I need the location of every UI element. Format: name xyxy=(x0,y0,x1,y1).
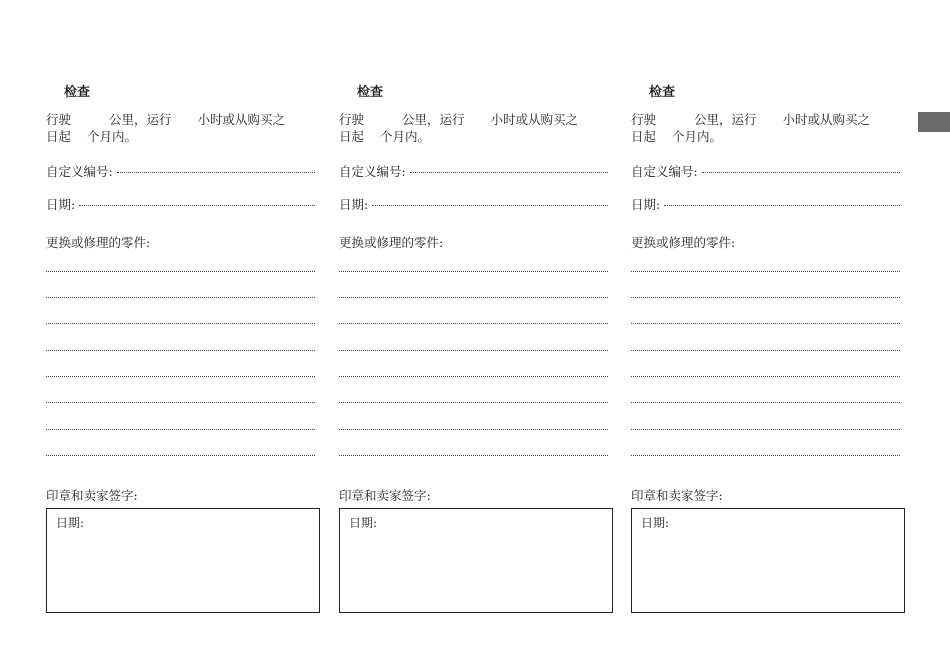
record-title: 检查 xyxy=(64,85,91,100)
custom-number-field[interactable] xyxy=(46,163,315,181)
custom-number-leader xyxy=(702,172,900,173)
months-label: 个月内。 xyxy=(87,129,138,144)
record-title: 检查 xyxy=(357,85,384,100)
record-conditions-line-1 xyxy=(631,111,870,128)
date-leader xyxy=(79,205,315,206)
record-conditions-line-1 xyxy=(339,111,578,128)
record-conditions-line-2 xyxy=(631,128,722,145)
parts-line-2[interactable] xyxy=(631,297,900,298)
parts-line-7[interactable] xyxy=(339,429,608,430)
date-field[interactable] xyxy=(339,196,608,214)
km-run-label: 公里，运行 xyxy=(402,112,465,127)
parts-line-5[interactable] xyxy=(46,376,315,377)
parts-line-1[interactable] xyxy=(631,271,900,272)
parts-line-3[interactable] xyxy=(339,323,608,324)
from-date-label: 日起 xyxy=(631,129,657,144)
record-conditions-line-2 xyxy=(339,128,430,145)
date-field[interactable] xyxy=(631,196,900,214)
hours-purchase-label: 小时或从购买之 xyxy=(197,112,286,127)
hours-purchase-label: 小时或从购买之 xyxy=(782,112,871,127)
custom-number-leader xyxy=(117,172,315,173)
custom-number-field[interactable] xyxy=(339,163,608,181)
date-leader xyxy=(372,205,608,206)
section-tab-marker xyxy=(918,112,950,132)
parts-line-4[interactable] xyxy=(46,350,315,351)
parts-line-1[interactable] xyxy=(339,271,608,272)
months-label: 个月内。 xyxy=(380,129,431,144)
drive-label: 行驶 xyxy=(339,112,365,127)
parts-line-7[interactable] xyxy=(631,429,900,430)
date-label: 日期: xyxy=(631,197,661,212)
stamp-signature-label: 印章和卖家签字: xyxy=(339,488,431,503)
date-leader xyxy=(664,205,900,206)
stamp-signature-box[interactable] xyxy=(46,508,320,613)
date-field[interactable] xyxy=(46,196,315,214)
parts-line-7[interactable] xyxy=(46,429,315,430)
parts-label: 更换或修理的零件: xyxy=(631,235,736,250)
parts-line-6[interactable] xyxy=(339,402,608,403)
box-date-label: 日期: xyxy=(349,516,378,530)
parts-line-8[interactable] xyxy=(46,455,315,456)
km-run-label: 公里，运行 xyxy=(694,112,757,127)
drive-label: 行驶 xyxy=(631,112,657,127)
from-date-label: 日起 xyxy=(46,129,72,144)
parts-label: 更换或修理的零件: xyxy=(46,235,151,250)
km-run-label: 公里，运行 xyxy=(109,112,172,127)
parts-label: 更换或修理的零件: xyxy=(339,235,444,250)
custom-number-field[interactable] xyxy=(631,163,900,181)
custom-number-label: 自定义编号: xyxy=(631,164,698,179)
hours-purchase-label: 小时或从购买之 xyxy=(490,112,579,127)
parts-line-4[interactable] xyxy=(631,350,900,351)
custom-number-label: 自定义编号: xyxy=(339,164,406,179)
parts-line-1[interactable] xyxy=(46,271,315,272)
stamp-signature-box[interactable] xyxy=(339,508,613,613)
custom-number-label: 自定义编号: xyxy=(46,164,113,179)
stamp-signature-box[interactable] xyxy=(631,508,905,613)
box-date-label: 日期: xyxy=(641,516,670,530)
stamp-signature-label: 印章和卖家签字: xyxy=(46,488,138,503)
parts-line-2[interactable] xyxy=(339,297,608,298)
from-date-label: 日起 xyxy=(339,129,365,144)
months-label: 个月内。 xyxy=(672,129,723,144)
record-title: 检查 xyxy=(649,85,676,100)
parts-line-8[interactable] xyxy=(631,455,900,456)
parts-line-5[interactable] xyxy=(339,376,608,377)
drive-label: 行驶 xyxy=(46,112,72,127)
date-label: 日期: xyxy=(46,197,76,212)
parts-line-6[interactable] xyxy=(46,402,315,403)
custom-number-leader xyxy=(410,172,608,173)
parts-line-3[interactable] xyxy=(46,323,315,324)
box-date-label: 日期: xyxy=(56,516,85,530)
parts-line-4[interactable] xyxy=(339,350,608,351)
parts-line-2[interactable] xyxy=(46,297,315,298)
parts-line-3[interactable] xyxy=(631,323,900,324)
parts-line-8[interactable] xyxy=(339,455,608,456)
record-conditions-line-2 xyxy=(46,128,137,145)
parts-line-6[interactable] xyxy=(631,402,900,403)
date-label: 日期: xyxy=(339,197,369,212)
record-conditions-line-1 xyxy=(46,111,285,128)
parts-line-5[interactable] xyxy=(631,376,900,377)
stamp-signature-label: 印章和卖家签字: xyxy=(631,488,723,503)
